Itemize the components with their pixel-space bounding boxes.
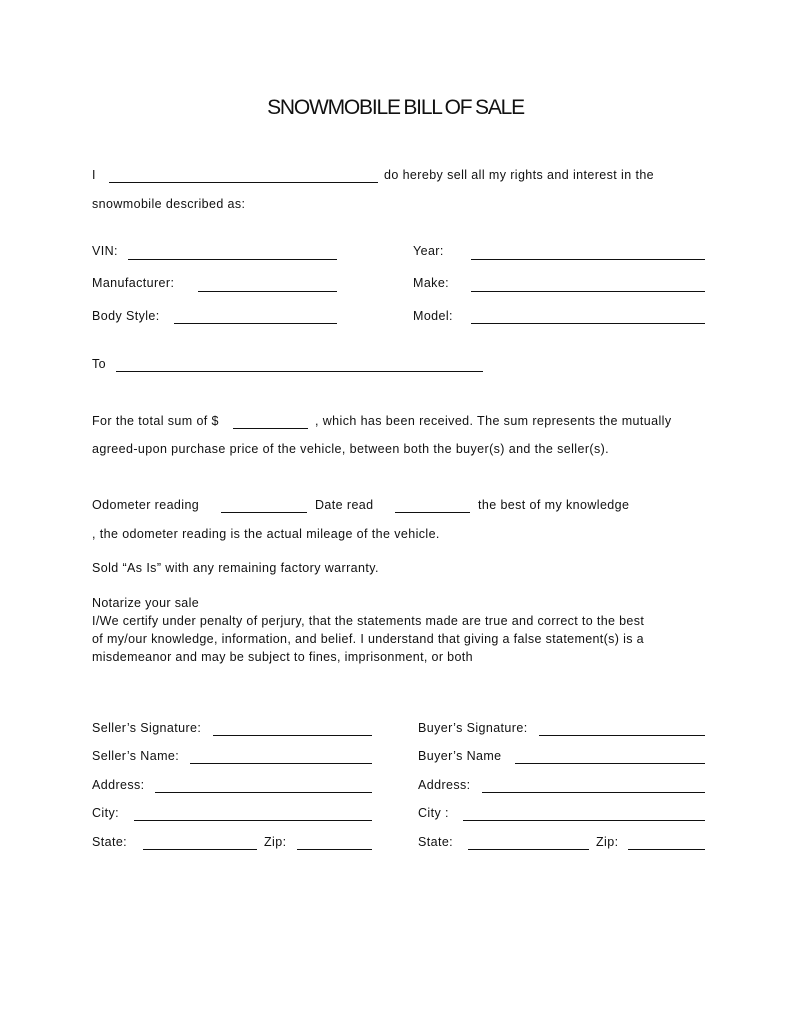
body-style-label: Body Style:	[92, 309, 160, 323]
body-style-blank[interactable]	[174, 323, 337, 324]
notarize-line-1: I/We certify under penalty of perjury, that the statements made are true and correct to the best	[92, 614, 645, 628]
make-label: Make:	[413, 276, 450, 290]
seller-city-label: City:	[92, 806, 119, 820]
date-read-label: Date read	[315, 498, 374, 512]
odometer-reading-blank[interactable]	[221, 512, 307, 513]
seller-signature-blank[interactable]	[213, 735, 372, 736]
buyer-zip-blank[interactable]	[628, 849, 705, 850]
seller-city-blank[interactable]	[134, 820, 372, 821]
date-read-blank[interactable]	[395, 512, 470, 513]
seller-intro-suffix: do hereby sell all my rights and interest in the	[384, 168, 655, 182]
manufacturer-label: Manufacturer:	[92, 276, 175, 290]
seller-zip-label: Zip:	[264, 835, 287, 849]
buyer-printed-name-blank[interactable]	[515, 763, 705, 764]
vin-label: VIN:	[92, 244, 118, 258]
buyer-state-blank[interactable]	[468, 849, 589, 850]
buyer-signature-blank[interactable]	[539, 735, 705, 736]
payment-amount-blank[interactable]	[233, 428, 308, 429]
buyer-name-label: Buyer’s Name	[418, 749, 502, 763]
payment-line2: agreed-upon purchase price of the vehicle, between both the buyer(s) and the seller(s).	[92, 442, 610, 456]
buyer-state-label: State:	[418, 835, 454, 849]
buyer-address-label: Address:	[418, 778, 471, 792]
odometer-suffix: the best of my knowledge	[478, 498, 630, 512]
year-blank[interactable]	[471, 259, 705, 260]
buyer-city-label: City :	[418, 806, 449, 820]
model-blank[interactable]	[471, 323, 705, 324]
buyer-address-blank[interactable]	[482, 792, 705, 793]
document-title: SNOWMOBILE BILL OF SALE	[267, 96, 524, 119]
seller-zip-blank[interactable]	[297, 849, 372, 850]
odometer-reading-label: Odometer reading	[92, 498, 200, 512]
year-label: Year:	[413, 244, 444, 258]
notarize-line-2: of my/our knowledge, information, and belief. I understand that giving a false statement(s) is a	[92, 632, 644, 646]
seller-intro-line2: snowmobile described as:	[92, 197, 246, 211]
manufacturer-blank[interactable]	[198, 291, 337, 292]
make-blank[interactable]	[471, 291, 705, 292]
seller-name-blank[interactable]	[109, 182, 378, 183]
odometer-line2: , the odometer reading is the actual mileage of the vehicle.	[92, 527, 440, 541]
buyer-city-blank[interactable]	[463, 820, 705, 821]
payment-suffix: , which has been received. The sum represents the mutually	[315, 414, 672, 428]
seller-signature-label: Seller’s Signature:	[92, 721, 202, 735]
seller-address-label: Address:	[92, 778, 145, 792]
seller-state-label: State:	[92, 835, 128, 849]
seller-address-blank[interactable]	[155, 792, 372, 793]
buyer-zip-label: Zip:	[596, 835, 619, 849]
notarize-heading: Notarize your sale	[92, 596, 200, 610]
model-label: Model:	[413, 309, 453, 323]
buyer-signature-label: Buyer’s Signature:	[418, 721, 528, 735]
seller-printed-name-blank[interactable]	[190, 763, 372, 764]
notarize-line-3: misdemeanor and may be subject to fines, imprisonment, or both	[92, 650, 473, 664]
seller-intro-prefix: I	[92, 168, 96, 182]
seller-name-label: Seller’s Name:	[92, 749, 180, 763]
notarize-section	[92, 594, 644, 666]
payment-prefix: For the total sum of $	[92, 414, 219, 428]
seller-state-blank[interactable]	[143, 849, 257, 850]
as-is-statement: Sold “As Is” with any remaining factory warranty.	[92, 561, 379, 575]
vin-blank[interactable]	[128, 259, 337, 260]
buyer-name-blank[interactable]	[116, 371, 483, 372]
to-label: To	[92, 357, 107, 371]
